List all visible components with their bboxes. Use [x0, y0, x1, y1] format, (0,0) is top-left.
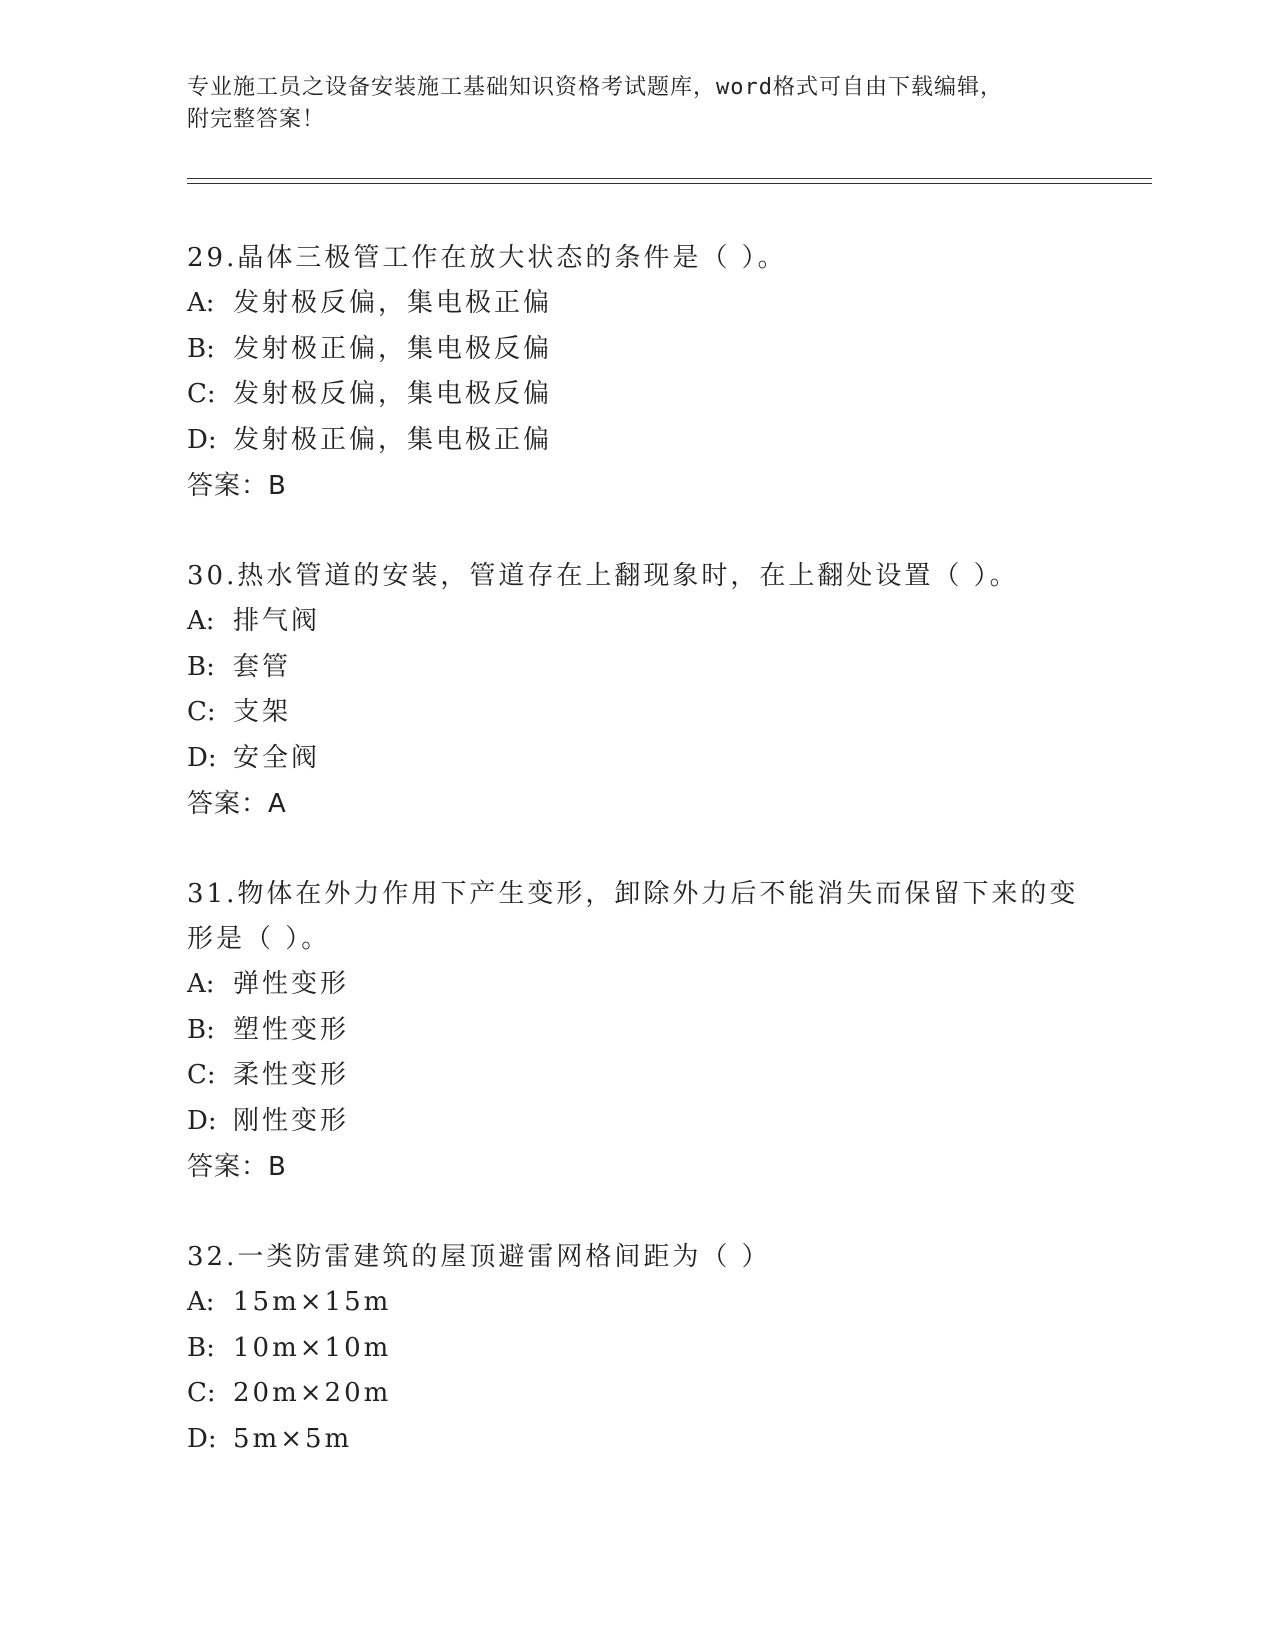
option-text: 发射极正偏，集电极正偏: [233, 424, 553, 455]
option-text: 发射极反偏，集电极反偏: [233, 379, 553, 409]
option-letter: D:: [187, 1423, 217, 1454]
answer-line: 答案：B: [187, 471, 287, 501]
option-d: [187, 1099, 1087, 1145]
option-text: 20m×20m: [233, 1378, 392, 1408]
option-text: 安全阀: [233, 742, 321, 773]
question-list: [187, 236, 1087, 1507]
option-a: [187, 962, 1087, 1008]
option-text: 排气阀: [233, 606, 321, 636]
option-b: [187, 1008, 1087, 1054]
option-a: [187, 599, 1087, 645]
question-32: [187, 1235, 1087, 1462]
option-d: [187, 736, 1087, 782]
option-text: 弹性变形: [233, 969, 350, 999]
option-c: [187, 1371, 1087, 1417]
option-b: [187, 327, 1087, 373]
answer-line: 答案：B: [187, 1152, 287, 1182]
option-letter: A:: [187, 1287, 215, 1317]
option-letter: A:: [187, 288, 215, 318]
option-c: [187, 1053, 1087, 1099]
option-text: 15m×15m: [233, 1287, 392, 1317]
option-a: [187, 1280, 1087, 1326]
option-letter: A:: [187, 969, 215, 999]
option-letter: D:: [187, 1105, 217, 1136]
option-letter: C:: [187, 1060, 216, 1090]
option-text: 发射极反偏，集电极正偏: [233, 288, 553, 318]
question-30: [187, 554, 1087, 827]
document-header: [187, 72, 1067, 136]
question-stem: 31.物体在外力作用下产生变形，卸除外力后不能消失而保留下来的变形是（ ）。: [187, 879, 1079, 954]
option-b: [187, 645, 1087, 691]
option-c: [187, 690, 1087, 736]
option-letter: C:: [187, 1378, 216, 1408]
question-stem: 30.热水管道的安装，管道存在上翻现象时，在上翻处设置（ ）。: [187, 561, 1019, 591]
option-c: [187, 372, 1087, 418]
question-stem: 32.一类防雷建筑的屋顶避雷网格间距为（ ）: [187, 1242, 771, 1272]
option-d: [187, 418, 1087, 464]
option-letter: A:: [187, 606, 215, 636]
option-letter: B:: [187, 651, 215, 682]
option-text: 套管: [233, 651, 292, 682]
header-line-1: 专业施工员之设备安装施工基础知识资格考试题库，word格式可自由下载编辑，: [187, 75, 1003, 100]
question-29: [187, 236, 1087, 509]
option-text: 10m×10m: [233, 1332, 392, 1363]
option-text: 支架: [233, 697, 292, 727]
header-divider-top: [187, 178, 1152, 179]
option-text: 刚性变形: [233, 1105, 350, 1136]
option-d: [187, 1417, 1087, 1463]
option-text: 发射极正偏，集电极反偏: [233, 333, 553, 364]
option-letter: D:: [187, 424, 217, 455]
answer-line: 答案：A: [187, 789, 287, 819]
header-line-2: 附完整答案！: [187, 107, 326, 132]
option-text: 塑性变形: [233, 1014, 350, 1045]
option-letter: B:: [187, 333, 215, 364]
option-letter: B:: [187, 1332, 215, 1363]
option-text: 5m×5m: [233, 1423, 353, 1454]
option-text: 柔性变形: [233, 1060, 350, 1090]
option-a: [187, 281, 1087, 327]
option-letter: C:: [187, 379, 216, 409]
question-31: [187, 872, 1087, 1190]
option-letter: B:: [187, 1014, 215, 1045]
question-stem: 29.晶体三极管工作在放大状态的条件是（ ）。: [187, 243, 787, 273]
option-letter: D:: [187, 742, 217, 773]
header-divider-bottom: [187, 183, 1152, 184]
option-letter: C:: [187, 697, 216, 727]
option-b: [187, 1326, 1087, 1372]
